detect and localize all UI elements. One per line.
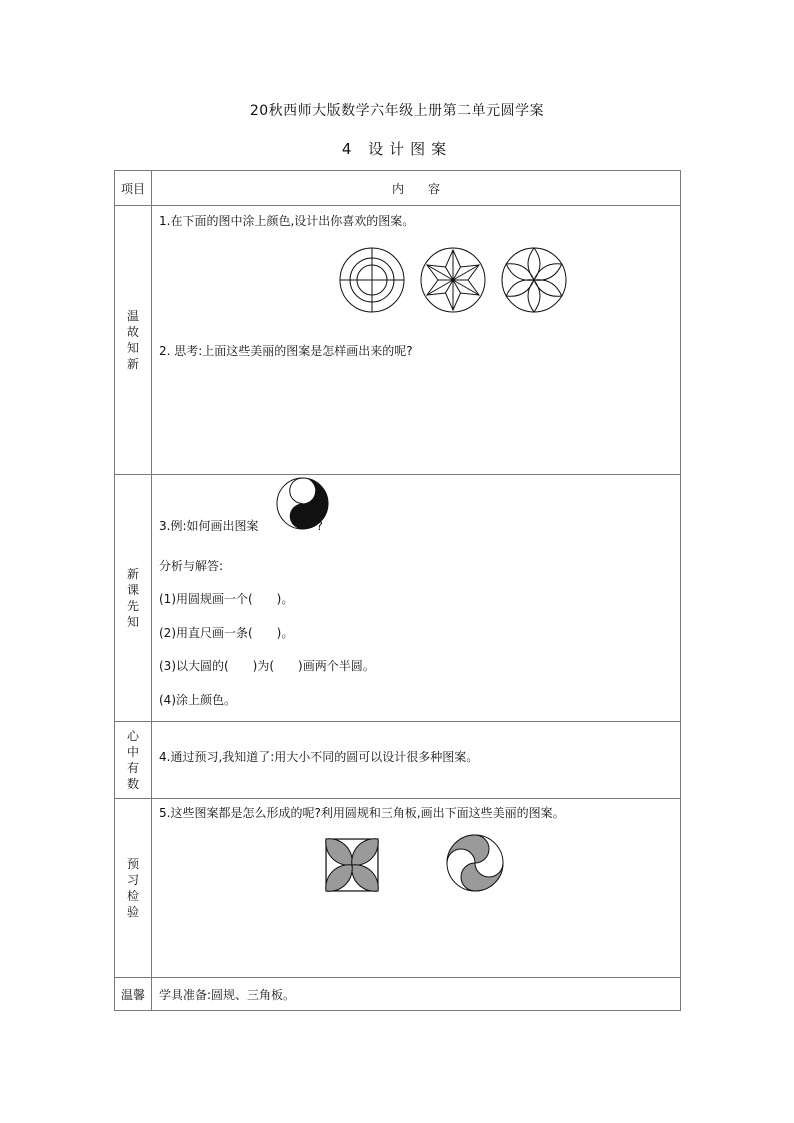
step-4: (4)涂上颜色。 [159,693,236,707]
step-3: (3)以大圆的( )为( )画两个半圆。 [159,659,375,673]
section-label-review: 温故知新 [115,206,152,475]
section-label-newlesson: 新课先知 [115,475,152,722]
question-3: 3.例:如何画出图案 ? [159,519,323,533]
question-5: 5.这些图案都是怎么形成的呢?利用圆规和三角板,画出下面这些美丽的图案。 [159,806,565,820]
analysis-heading: 分析与解答: [159,559,224,573]
section-newlesson [115,475,681,722]
section-label-mind: 心中有数 [115,722,152,799]
section-content-review [152,206,681,475]
document-title: 20秋西师大版数学六年级上册第二单元圆学案 [249,103,545,119]
section-content-tip [152,978,681,1011]
table-header-row [115,171,681,206]
star-circle-pattern [419,246,487,314]
question-2: 2. 思考:上面这些美丽的图案是怎样画出来的呢? [159,344,413,358]
lesson-title: 4 设计图案 [341,140,453,158]
flower-circle-pattern [500,246,568,314]
worksheet-table [114,170,681,1011]
question-1: 1.在下面的图中涂上颜色,设计出你喜欢的图案。 [159,214,415,228]
step-1: (1)用圆规画一个( )。 [159,592,294,606]
four-petal-square-pattern [325,838,379,892]
section-content-check [152,799,681,978]
section-tip [115,978,681,1011]
section-label-tip: 温馨 [115,978,152,1011]
step-2: (2)用直尺画一条( )。 [159,626,294,640]
header-item: 项目 [115,171,152,206]
section-label-check: 预习检验 [115,799,152,978]
concentric-circles-pattern [338,246,406,314]
swirl-circle-pattern [445,833,505,893]
section-check [115,799,681,978]
section-mind [115,722,681,799]
section-content-mind [152,722,681,799]
header-content: 内 容 [152,171,681,206]
question-4: 4.通过预习,我知道了:用大小不同的圆可以设计很多种图案。 [159,750,479,764]
section-content-newlesson [152,475,681,722]
section-review [115,206,681,475]
tip-text: 学具准备:圆规、三角板。 [159,988,296,1002]
